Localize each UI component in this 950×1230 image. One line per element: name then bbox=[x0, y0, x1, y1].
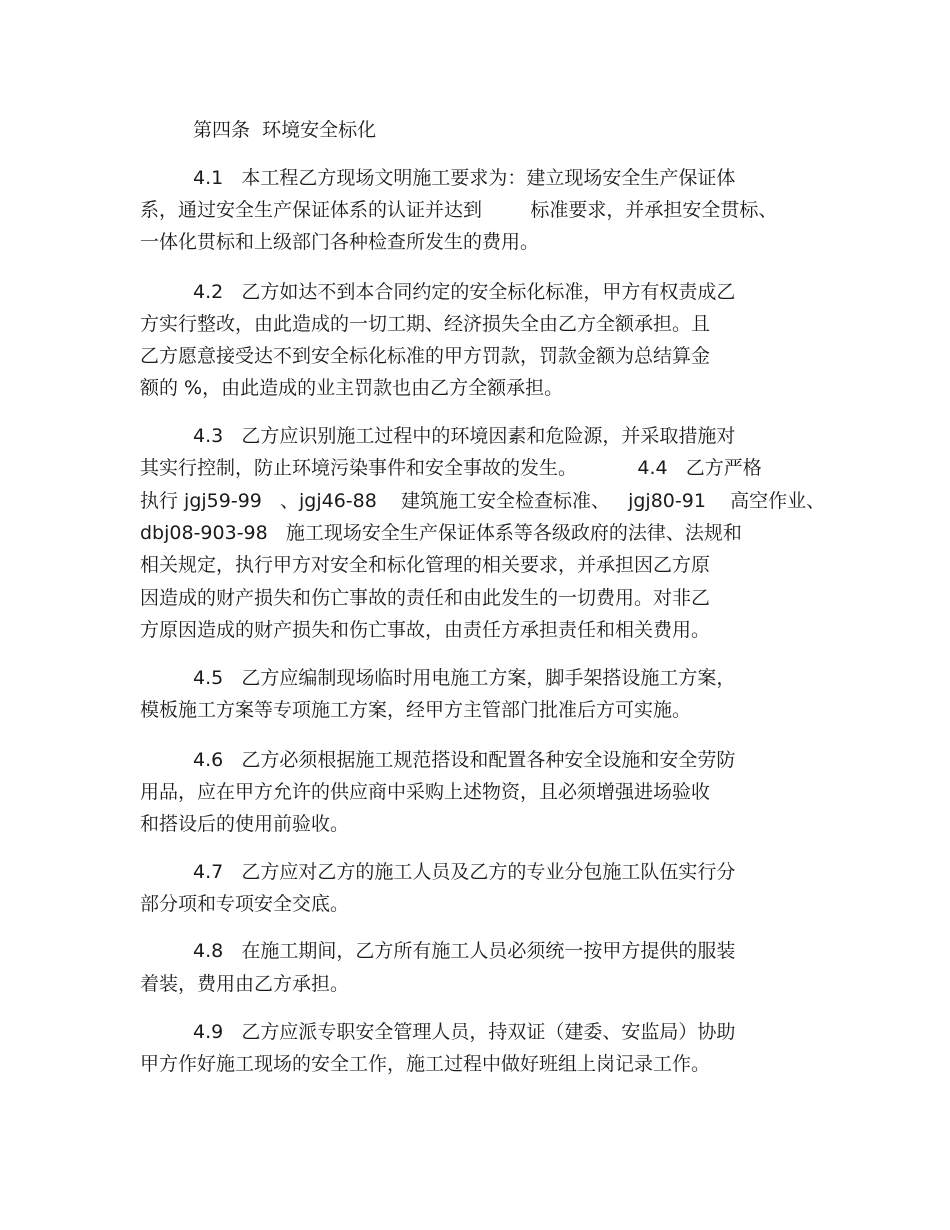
clause-line: dbj08-903-98 施工现场安全生产保证体系等各级政府的法律、法规和 bbox=[140, 522, 742, 544]
clause-line: 方实行整改，由此造成的一切工期、经济损失全由乙方全额承担。且 bbox=[140, 313, 711, 335]
clause-line: 相关规定，执行甲方对安全和标化管理的相关要求，并承担因乙方原 bbox=[140, 554, 711, 576]
clause-line: 因造成的财产损失和伤亡事故的责任和由此发生的一切费用。对非乙 bbox=[140, 587, 711, 609]
clause-line: 额的 %，由此造成的业主罚款也由乙方全额承担。 bbox=[140, 377, 564, 399]
clause-line: 乙方愿意接受达不到安全标化标准的甲方罚款，罚款金额为总结算金 bbox=[140, 345, 711, 367]
clause-line: 用品，应在甲方允许的供应商中采购上述物资，且必须增强进场验收 bbox=[140, 781, 711, 803]
article-heading: 第四条 环境安全标化 bbox=[193, 119, 377, 141]
clause-line: 4.1 本工程乙方现场文明施工要求为：建立现场安全生产保证体 bbox=[193, 167, 736, 189]
clause-line: 4.2 乙方如达不到本合同约定的安全标化标准，甲方有权责成乙 bbox=[193, 281, 736, 303]
clause-line: 4.3 乙方应识别施工过程中的环境因素和危险源，并采取措施对 bbox=[193, 425, 736, 447]
clause-line: 和搭设后的使用前验收。 bbox=[140, 813, 350, 835]
clause-line: 模板施工方案等专项施工方案，经甲方主管部门批准后方可实施。 bbox=[140, 699, 692, 721]
clause-line: 执行 jgj59-99 、jgj46-88 建筑施工安全检查标准、 jgj80-91 高空作业、 bbox=[140, 490, 826, 512]
clause-line: 系，通过安全生产保证体系的认证并达到 标准要求，并承担安全贯标、 bbox=[140, 199, 778, 221]
clause-line: 4.6 乙方必须根据施工规范搭设和配置各种安全设施和安全劳防 bbox=[193, 749, 736, 771]
clause-line: 4.9 乙方应派专职安全管理人员，持双证（建委、安监局）协助 bbox=[193, 1021, 736, 1043]
clause-line: 部分项和专项安全交底。 bbox=[140, 893, 350, 915]
clause-line: 4.5 乙方应编制现场临时用电施工方案，脚手架搭设施工方案， bbox=[193, 667, 736, 689]
clause-line: 一体化贯标和上级部门各种检查所发生的费用。 bbox=[140, 231, 540, 253]
clause-line: 其实行控制，防止环境污染事件和安全事故的发生。 4.4 乙方严格 bbox=[140, 457, 762, 479]
clause-line: 4.7 乙方应对乙方的施工人员及乙方的专业分包施工队伍实行分 bbox=[193, 861, 736, 883]
clause-line: 甲方作好施工现场的安全工作，施工过程中做好班组上岗记录工作。 bbox=[140, 1053, 711, 1075]
clause-line: 4.8 在施工期间，乙方所有施工人员必须统一按甲方提供的服装 bbox=[193, 940, 736, 962]
clause-line: 方原因造成的财产损失和伤亡事故，由责任方承担责任和相关费用。 bbox=[140, 619, 711, 641]
clause-line: 着装，费用由乙方承担。 bbox=[140, 973, 350, 995]
